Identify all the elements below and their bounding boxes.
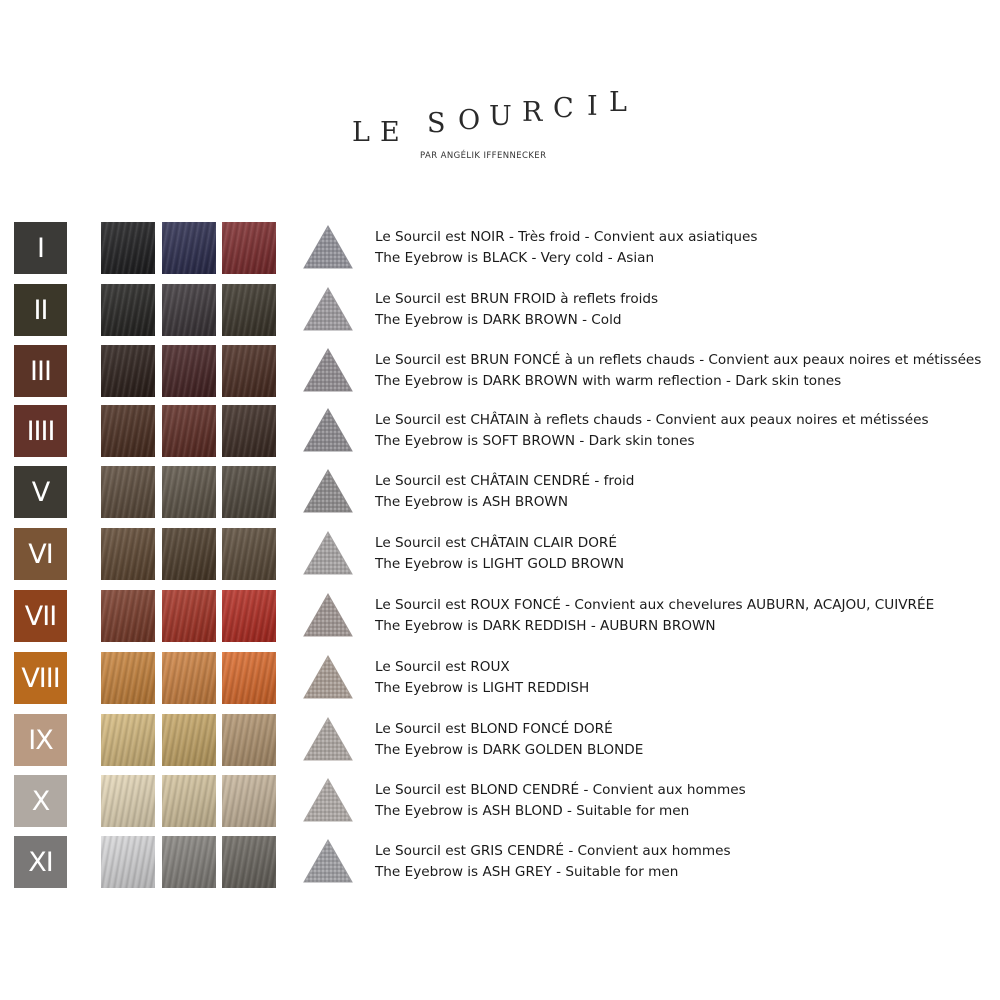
description-french: Le Sourcil est CHÂTAIN CENDRÉ - froid [375,473,635,489]
pencil-tip-icon [302,468,354,514]
hair-color-swatch [162,528,216,580]
hair-color-swatch [222,345,276,397]
logo-letter: O [458,105,481,136]
shade-numeral: VII [14,590,67,642]
pencil-tip-icon [302,777,354,823]
pencil-tip-icon [302,347,354,393]
shade-description [375,227,757,269]
hair-color-swatch [162,714,216,766]
description-english: The Eyebrow is DARK REDDISH - AUBURN BROWN [375,618,716,634]
hair-color-swatch [222,652,276,704]
shade-row [0,775,1000,827]
hair-color-swatch [101,590,155,642]
shade-row [0,590,1000,642]
hair-color-swatch [101,836,155,888]
shade-numeral: X [14,775,67,827]
pencil-tip-icon [302,286,354,332]
description-english: The Eyebrow is SOFT BROWN - Dark skin tones [375,433,695,449]
shade-row [0,836,1000,888]
description-english: The Eyebrow is DARK BROWN - Cold [375,312,622,328]
description-english: The Eyebrow is ASH GREY - Suitable for men [375,864,679,880]
shade-numeral: II [14,284,67,336]
hair-color-swatch [162,466,216,518]
hair-color-swatch [222,714,276,766]
description-french: Le Sourcil est ROUX FONCÉ - Convient aux chevelures AUBURN, ACAJOU, CUIVRÉE [375,597,935,613]
logo-letter: S [427,108,446,139]
hair-color-swatch [162,222,216,274]
hair-color-swatch [222,775,276,827]
shade-row [0,345,1000,397]
logo-letter: L [609,87,627,118]
description-french: Le Sourcil est NOIR - Très froid - Convient aux asiatiques [375,229,758,245]
description-french: Le Sourcil est CHÂTAIN à reflets chauds - Convient aux peaux noires et métissées [375,412,929,428]
hair-color-swatch [222,405,276,457]
shade-numeral: I [14,222,67,274]
shade-row [0,466,1000,518]
pencil-tip-icon [302,224,354,270]
hair-color-swatch [162,284,216,336]
description-english: The Eyebrow is LIGHT REDDISH [375,680,590,696]
shade-description [375,780,746,822]
shade-description [375,595,934,637]
shade-description [375,657,589,699]
shade-numeral: VI [14,528,67,580]
pencil-tip-icon [302,654,354,700]
hair-color-swatch [162,652,216,704]
description-english: The Eyebrow is ASH BLOND - Suitable for men [375,803,690,819]
logo-letter: C [553,93,574,124]
hair-color-swatch [162,345,216,397]
pencil-tip-icon [302,838,354,884]
shade-description [375,350,981,392]
shade-row [0,222,1000,274]
description-english: The Eyebrow is DARK BROWN with warm reflection - Dark skin tones [375,373,842,389]
brand-byline: PAR ANGÉLIK IFFENNECKER [420,151,547,161]
hair-color-swatch [101,528,155,580]
shade-row [0,405,1000,457]
pencil-tip-icon [302,716,354,762]
shade-row [0,528,1000,580]
shade-row [0,652,1000,704]
logo-letter: L [352,117,370,148]
hair-color-swatch [101,345,155,397]
description-english: The Eyebrow is LIGHT GOLD BROWN [375,556,625,572]
pencil-tip-icon [302,592,354,638]
hair-color-swatch [162,836,216,888]
description-french: Le Sourcil est BRUN FONCÉ à un reflets chauds - Convient aux peaux noires et métissées [375,352,982,368]
hair-color-swatch [101,466,155,518]
logo-letter: E [380,117,400,148]
shade-numeral: XI [14,836,67,888]
description-french: Le Sourcil est BLOND CENDRÉ - Convient aux hommes [375,782,746,798]
hair-color-swatch [101,775,155,827]
shade-numeral: III [14,345,67,397]
shade-numeral: IIII [14,405,67,457]
hair-color-swatch [222,284,276,336]
hair-color-swatch [101,284,155,336]
logo-letter: R [522,97,543,128]
description-english: The Eyebrow is ASH BROWN [375,494,569,510]
hair-color-swatch [222,590,276,642]
description-french: Le Sourcil est ROUX [375,659,510,675]
description-french: Le Sourcil est GRIS CENDRÉ - Convient aux hommes [375,843,731,859]
logo-letter: U [489,101,512,132]
description-english: The Eyebrow is DARK GOLDEN BLONDE [375,742,644,758]
hair-color-swatch [101,405,155,457]
shade-description [375,533,624,575]
description-french: Le Sourcil est CHÂTAIN CLAIR DORÉ [375,535,617,551]
hair-color-swatch [222,528,276,580]
hair-color-swatch [101,714,155,766]
shade-description [375,410,929,452]
shade-description [375,719,643,761]
description-french: Le Sourcil est BLOND FONCÉ DORÉ [375,721,613,737]
hair-color-swatch [162,775,216,827]
hair-color-swatch [222,466,276,518]
brand-logo [352,85,652,148]
shade-description [375,471,634,513]
hair-color-swatch [162,405,216,457]
description-french: Le Sourcil est BRUN FROID à reflets froids [375,291,659,307]
hair-color-swatch [101,222,155,274]
hair-color-swatch [101,652,155,704]
hair-color-swatch [222,222,276,274]
shade-description [375,841,731,883]
shade-numeral: V [14,466,67,518]
shade-numeral: VIII [14,652,67,704]
shade-numeral: IX [14,714,67,766]
shade-row [0,714,1000,766]
description-english: The Eyebrow is BLACK - Very cold - Asian [375,250,655,266]
hair-color-swatch [162,590,216,642]
pencil-tip-icon [302,530,354,576]
shade-row [0,284,1000,336]
pencil-tip-icon [302,407,354,453]
logo-letter: I [587,91,598,122]
shade-description [375,289,658,331]
hair-color-swatch [222,836,276,888]
